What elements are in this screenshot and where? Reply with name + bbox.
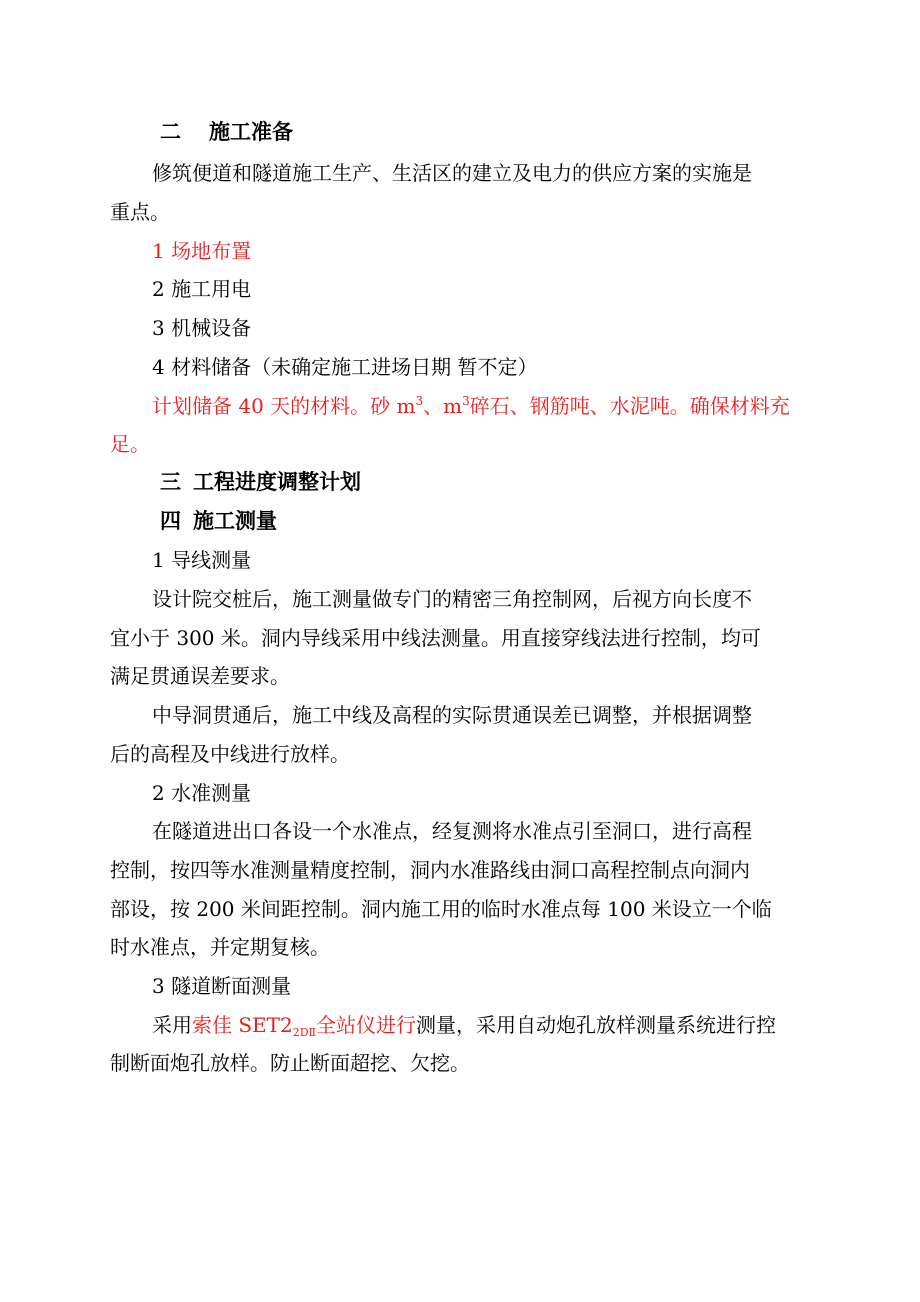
cross-section-text-a: 采用 bbox=[152, 1013, 192, 1037]
total-station-model-subscript: 2DⅡ bbox=[292, 1026, 317, 1039]
cubic-superscript-2: 3 bbox=[462, 394, 470, 408]
leveling-line-1: 在隧道进出口各设一个水准点，经复测将水准点引至洞口，进行高程 bbox=[152, 819, 752, 843]
cross-section-text-b: 测量，采用自动炮孔放样测量系统进行控 bbox=[416, 1013, 777, 1037]
subsection-cross-section-title: 3 隧道断面测量 bbox=[152, 974, 292, 998]
cross-section-line-1 bbox=[152, 1012, 857, 1038]
section-2-title: 施工准备 bbox=[209, 120, 293, 144]
traverse-p1-line-3: 满足贯通误差要求。 bbox=[110, 664, 290, 688]
section-3-heading bbox=[160, 469, 865, 495]
section-2-number: 二 bbox=[160, 120, 181, 144]
section-2-intro-line-1: 修筑便道和隧道施工生产、生活区的建立及电力的供应方案的实施是 bbox=[152, 161, 752, 185]
section-2-intro-line-2: 重点。 bbox=[110, 200, 170, 224]
section-3-number: 三 bbox=[160, 470, 181, 494]
traverse-p1-line-1: 设计院交桩后，施工测量做专门的精密三角控制网，后视方向长度不 bbox=[152, 587, 752, 611]
material-plan-text-b: 、m bbox=[423, 394, 463, 418]
section-4-heading bbox=[160, 508, 865, 534]
traverse-p2-line-1: 中导洞贯通后，施工中线及高程的实际贯通误差已调整，并根据调整 bbox=[152, 703, 752, 727]
leveling-line-4: 时水准点，并定期复核。 bbox=[110, 935, 330, 959]
cross-section-line-2: 制断面炮孔放样。防止断面超挖、欠挖。 bbox=[110, 1051, 470, 1075]
traverse-p1-line-2: 宜小于 300 米。洞内导线采用中线法测量。用直接穿线法进行控制，均可 bbox=[110, 626, 761, 650]
material-plan-text-a: 计划储备 40 天的材料。砂 m bbox=[152, 394, 416, 418]
section-3-title: 工程进度调整计划 bbox=[193, 470, 361, 494]
leveling-line-3: 部设，按 200 米间距控制。洞内施工用的临时水准点每 100 米设立一个临 bbox=[110, 897, 772, 921]
item-site-layout: 1 场地布置 bbox=[152, 239, 252, 263]
total-station-model: 索佳 SET2 bbox=[192, 1013, 293, 1037]
leveling-line-2: 控制，按四等水准测量精度控制，洞内水准路线由洞口高程控制点向洞内 bbox=[110, 858, 750, 882]
subsection-leveling-title: 2 水准测量 bbox=[152, 781, 252, 805]
item-machinery: 3 机械设备 bbox=[152, 316, 252, 340]
traverse-p2-line-2: 后的高程及中线进行放样。 bbox=[110, 742, 350, 766]
cubic-superscript-1: 3 bbox=[415, 394, 424, 408]
section-4-title: 施工测量 bbox=[193, 509, 277, 533]
material-plan-line-2: 足。 bbox=[110, 432, 150, 456]
item-power-supply: 2 施工用电 bbox=[152, 277, 252, 301]
section-2-heading bbox=[160, 119, 865, 145]
material-plan-text-c: 碎石、钢筋吨、水泥吨。确保材料充 bbox=[469, 394, 790, 418]
section-4-number: 四 bbox=[160, 509, 181, 533]
item-material-storage: 4 材料储备（未确定施工进场日期 暂不定） bbox=[152, 355, 538, 379]
material-plan-line-1 bbox=[152, 393, 857, 419]
total-station-text: 全站仪进行 bbox=[316, 1013, 417, 1037]
subsection-traverse-title: 1 导线测量 bbox=[152, 548, 252, 572]
